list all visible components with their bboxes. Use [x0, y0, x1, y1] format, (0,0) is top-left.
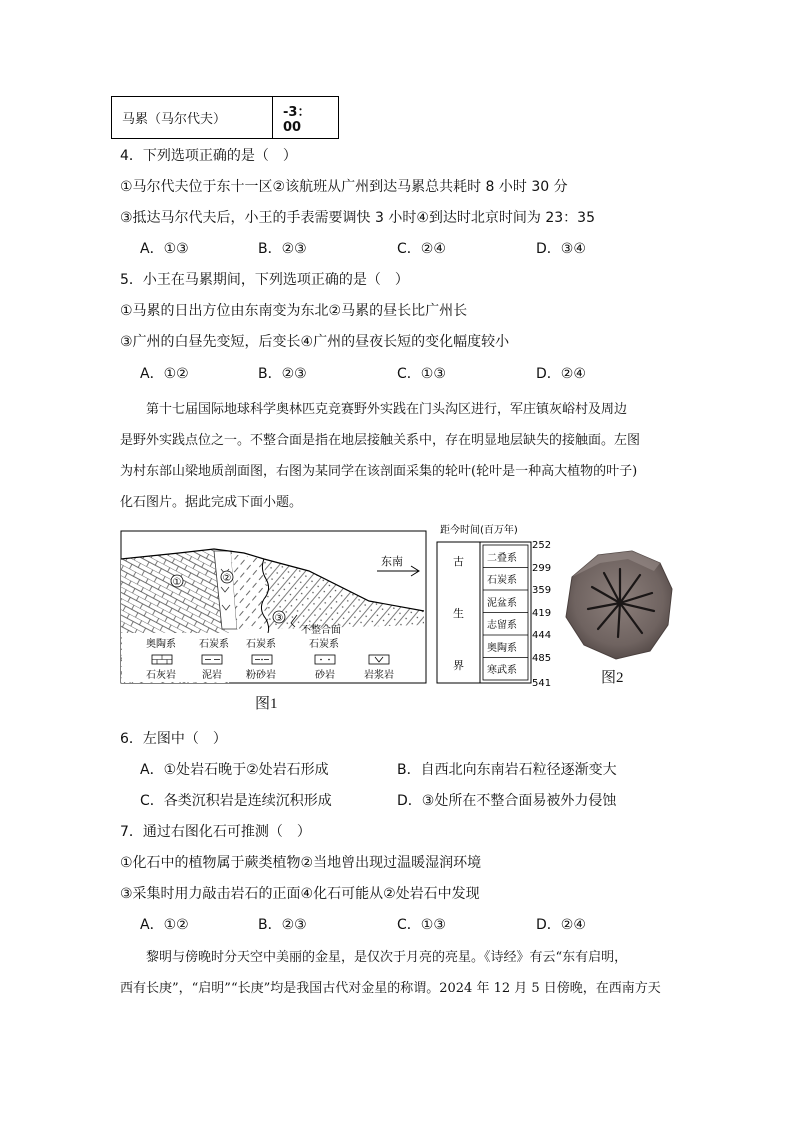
q6-option-c: C．各类沉积岩是连续沉积形成 [140, 793, 332, 809]
direction-label: 东南 [381, 555, 403, 568]
q7-option-b: B．②③ [258, 917, 307, 933]
timezone-table [111, 96, 339, 139]
system-name: 泥盆系 [487, 598, 517, 609]
q4-statement-2: ③抵达马尔代夫后，小王的手表需要调快 3 小时④到达时北京时间为 23：35 [120, 210, 595, 226]
q6-stem: 6．左图中（ ） [120, 731, 227, 747]
era-char: 古 [453, 555, 464, 568]
figure-2-caption: 图2 [601, 670, 624, 686]
q4-option-b: B．②③ [258, 241, 307, 257]
legend-label: 岩浆岩 [364, 670, 394, 681]
passage-2-line: 西有长庚”，“启明”“长庚”均是我国古代对金星的称谓。2024 年 12 月 5 日傍晚，在西南方天 [120, 981, 661, 996]
age-label: 299 [532, 563, 552, 574]
q7-statement-1: ①化石中的植物属于蕨类植物②当地曾出现过温暖湿润环境 [120, 855, 482, 871]
system-name: 寒武系 [487, 665, 517, 676]
system-label-carboniferous-1: 石炭系 [199, 639, 229, 650]
system-name: 二叠系 [487, 553, 517, 564]
age-label: 419 [532, 608, 552, 619]
leaf-fossil-photo [558, 547, 676, 663]
strata-header: 距今时间(百万年) [440, 525, 518, 536]
legend-mudstone-icon [202, 655, 222, 664]
system-label-carboniferous-2: 石炭系 [246, 639, 276, 650]
q4-option-d: D．③④ [536, 241, 586, 257]
legend-label: 砂岩 [315, 670, 335, 681]
era-char: 生 [453, 607, 464, 620]
passage-1 [120, 394, 680, 518]
q6-option-a: A．①处岩石晚于②处岩石形成 [140, 762, 329, 778]
legend-igneous-icon [369, 655, 389, 664]
q5-option-c: C．①③ [397, 366, 446, 382]
q7-statement-2: ③采集时用力敲击岩石的正面④化石可能从②处岩石中发现 [120, 886, 480, 902]
legend-label: 泥岩 [202, 670, 222, 681]
mark-1: ① [172, 577, 182, 588]
system-label-ordovician: 奥陶系 [146, 639, 176, 650]
unconformity-label: 不整合面 [301, 625, 341, 636]
q5-stem: 5．小王在马累期间，下列选项正确的是（ ） [120, 272, 409, 288]
legend-siltstone-icon [252, 655, 272, 664]
q7-option-a: A．①② [140, 917, 189, 933]
offset-cell: -3：00 [273, 97, 339, 139]
q4-option-a: A．①③ [140, 241, 189, 257]
system-name: 石炭系 [487, 575, 517, 586]
passage-2-line: 黎明与傍晚时分天空中美丽的金星，是仅次于月亮的亮星。《诗经》有云“东有启明， [120, 950, 628, 965]
legend-limestone-icon [152, 655, 172, 664]
era-char: 界 [453, 659, 464, 672]
q5-option-b: B．②③ [258, 366, 307, 382]
q5-option-a: A．①② [140, 366, 189, 382]
mark-2: ② [222, 573, 232, 584]
q6-option-d: D．③处所在不整合面易被外力侵蚀 [397, 793, 617, 809]
place-cell: 马累（马尔代夫） [112, 97, 273, 139]
passage-1-line: 第十七届国际地球科学奥林匹克竞赛野外实践在门头沟区进行，军庄镇灰峪村及周边 [120, 402, 628, 417]
age-label: 359 [532, 585, 552, 596]
legend-label: 石灰岩 [146, 670, 176, 681]
q4-option-c: C．②④ [397, 241, 446, 257]
q7-option-c: C．①③ [397, 917, 446, 933]
system-name: 奥陶系 [487, 643, 517, 654]
strata-age-table [436, 521, 560, 689]
passage-2 [120, 942, 680, 1004]
system-name: 志留系 [487, 620, 517, 631]
system-label-carboniferous-3: 石炭系 [309, 639, 339, 650]
q5-option-d: D．②④ [536, 366, 586, 382]
q5-statement-2: ③广州的白昼先变短，后变长④广州的昼夜长短的变化幅度较小 [120, 334, 510, 350]
q7-stem: 7．通过右图化石可推测（ ） [120, 824, 311, 840]
q5-statement-1: ①马累的日出方位由东南变为东北②马累的昼长比广州长 [120, 303, 468, 319]
q7-option-d: D．②④ [536, 917, 586, 933]
q6-option-b: B．自西北向东南岩石粒径逐渐变大 [397, 762, 617, 778]
age-label: 541 [532, 678, 552, 689]
geologic-section-figure [119, 529, 429, 689]
figure-1-caption: 图1 [255, 696, 278, 712]
age-label: 444 [532, 630, 552, 641]
passage-1-line: 为村东部山梁地质剖面图，右图为某同学在该剖面采集的轮叶(轮叶是一种高大植物的叶子) [120, 464, 638, 479]
legend-sandstone-icon [315, 655, 335, 664]
table-row [112, 97, 339, 139]
passage-1-line: 是野外实践点位之一。不整合面是指在地层接触关系中，存在明显地层缺失的接触面。左图 [120, 433, 641, 448]
age-label: 252 [532, 540, 552, 551]
age-label: 485 [532, 653, 552, 664]
mark-3: ③ [274, 613, 284, 624]
legend-label: 粉砂岩 [246, 670, 276, 681]
q4-statement-1: ①马尔代夫位于东十一区②该航班从广州到达马累总共耗时 8 小时 30 分 [120, 179, 568, 195]
passage-1-line: 化石图片。据此完成下面小题。 [120, 495, 303, 510]
q4-stem: 4．下列选项正确的是（ ） [120, 148, 297, 164]
